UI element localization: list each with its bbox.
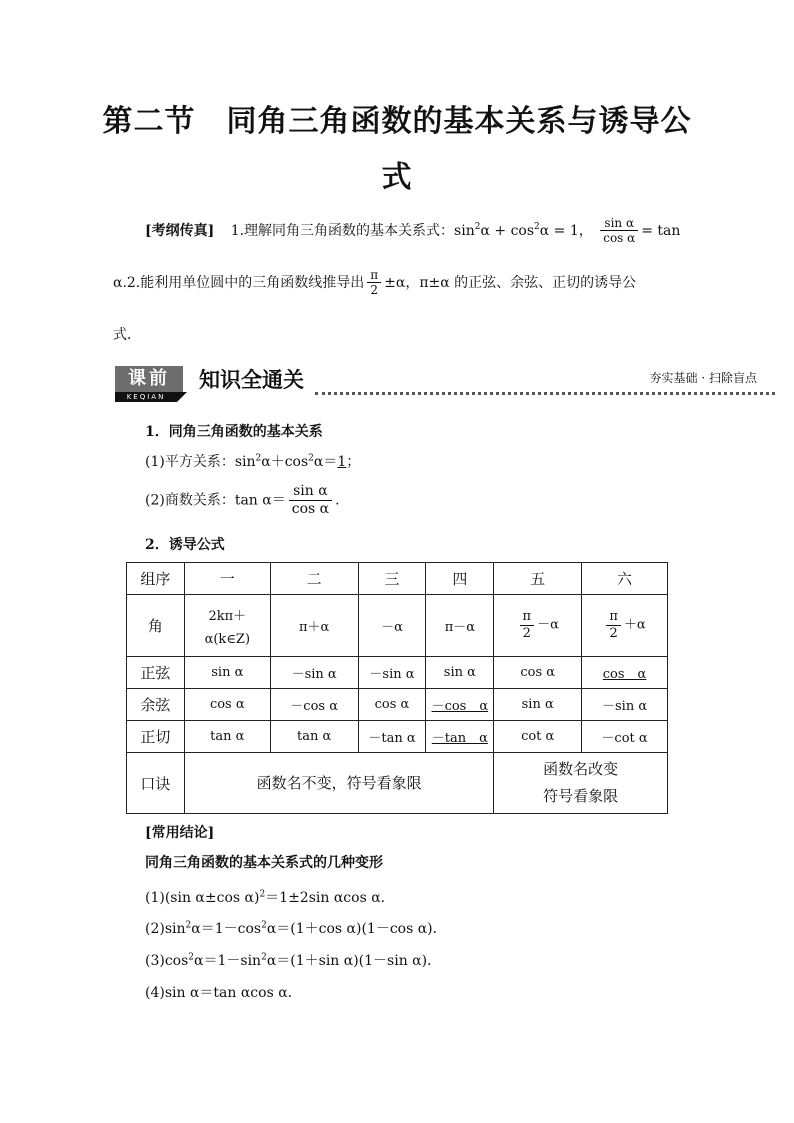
formula-3: $(3)\cos^2\alpha=1-\sin^2\alpha=(1+\sin$ α)(1－sin α)．	[145, 952, 442, 969]
page-title: 第二节 同角三角函数的基本关系与诱导公	[102, 104, 692, 139]
mnemonic-cell: 函数名不变，符号看象限	[184, 753, 493, 814]
table-cell: sin α	[184, 657, 270, 689]
row-label: 口诀	[127, 753, 185, 814]
quotient-relation: (2)商数关系：tan α＝ $\frac{\text{sin α}}{\text{cos α}}$ .	[145, 483, 340, 517]
section-1-title: 1．同角三角函数的基本关系	[145, 424, 323, 440]
banner-subtitle: 夯实基础 · 扫除盲点	[649, 371, 757, 385]
row-label: 余弦	[127, 689, 185, 721]
table-header-cell: 四	[426, 563, 494, 595]
angle-cell: 2kπ＋ α(k∈Z)	[184, 595, 270, 657]
table-cell: －cot α	[582, 721, 668, 753]
table-cell: sin α	[426, 657, 494, 689]
table-cell: cos α	[582, 657, 668, 689]
syllabus-line-1: [考纲传真] 1.理解同角三角函数的基本关系式：$\sin^2\alpha + \cos^2\alpha = 1$， $\frac{\text{sin α}}{\text{cos α}}$ = tan	[145, 216, 681, 246]
mnemonic-cell: 函数名改变 符号看象限	[494, 753, 668, 814]
quotient-fraction: $\frac{\text{sin α}}{\text{cos α}}$	[600, 216, 638, 246]
table-row-angle	[127, 595, 668, 657]
table-header-cell: 五	[494, 563, 582, 595]
table-row-cosine	[127, 689, 668, 721]
formula-2: $(2)\sin^2\alpha=1-\cos^2\alpha=(1+\cos$ α)(1－cos α)．	[145, 920, 447, 937]
banner-tag: 课前	[115, 366, 183, 392]
table-cell: cot α	[494, 721, 582, 753]
table-row-tangent	[127, 721, 668, 753]
table-header-cell: 三	[358, 563, 426, 595]
table-cell: －sin α	[358, 657, 426, 689]
quotient-relation-fraction: $\frac{\text{sin α}}{\text{cos α}}$	[289, 483, 332, 518]
answer-underline: 1	[337, 454, 347, 470]
section-banner	[115, 364, 775, 404]
banner-tag-sub: KEQIAN	[115, 392, 177, 402]
table-row-mnemonic	[127, 753, 668, 814]
row-label: 角	[127, 595, 185, 657]
table-header-cell: 一	[184, 563, 270, 595]
angle-cell: $\frac{\pi}{2}$ ＋α	[582, 595, 668, 657]
banner-title: 知识全通关	[199, 368, 304, 392]
table-cell: －tan α	[358, 721, 426, 753]
page-title-continued: 式	[381, 160, 413, 195]
banner-dotted-line	[315, 392, 775, 395]
syllabus-line-3: 式．	[113, 327, 141, 343]
table-cell: cos α	[184, 689, 270, 721]
table-cell: －sin α	[582, 689, 668, 721]
table-cell: sin α	[494, 689, 582, 721]
table-cell: －cos α	[426, 689, 494, 721]
syllabus-tag: [考纲传真]	[145, 222, 215, 239]
formula-1: (1)(sin α±cos α)$^2$＝1±2sin αcos α.	[145, 889, 386, 906]
angle-cell: $\frac{\pi}{2}$ －α	[494, 595, 582, 657]
row-label: 正切	[127, 721, 185, 753]
banner-triangle	[177, 392, 187, 402]
pi-over-2-fraction: $\frac{\pi}{2}$	[367, 268, 381, 298]
section-2-title: 2．诱导公式	[145, 537, 225, 553]
table-cell: －cos α	[270, 689, 358, 721]
table-header-cell: 组序	[127, 563, 185, 595]
table-row-sine	[127, 657, 668, 689]
table-cell: tan α	[184, 721, 270, 753]
conclusion-tag: [常用结论]	[145, 825, 215, 841]
table-cell: cos α	[494, 657, 582, 689]
table-header-cell: 二	[270, 563, 358, 595]
induction-formula-table	[126, 562, 668, 814]
angle-cell: －α	[358, 595, 426, 657]
table-cell: cos α	[358, 689, 426, 721]
row-label: 正弦	[127, 657, 185, 689]
syllabus-line-2: α.2.能利用单位圆中的三角函数线推导出 $\frac{\pi}{2}$ ±α，π±α 的正弦、余弦、正切的诱导公	[113, 268, 637, 298]
formula-4: (4)sin α＝tan αcos α.	[145, 985, 293, 1001]
conclusion-title: 同角三角函数的基本关系式的几种变形	[145, 855, 383, 871]
table-cell: －sin α	[270, 657, 358, 689]
angle-cell: π＋α	[270, 595, 358, 657]
angle-cell: π－α	[426, 595, 494, 657]
table-cell: tan α	[270, 721, 358, 753]
table-cell: －tan α	[426, 721, 494, 753]
table-header-row	[127, 563, 668, 595]
table-header-cell: 六	[582, 563, 668, 595]
square-relation: (1)平方关系：$\sin^2\alpha+\cos^2\alpha=1$；	[145, 453, 361, 470]
